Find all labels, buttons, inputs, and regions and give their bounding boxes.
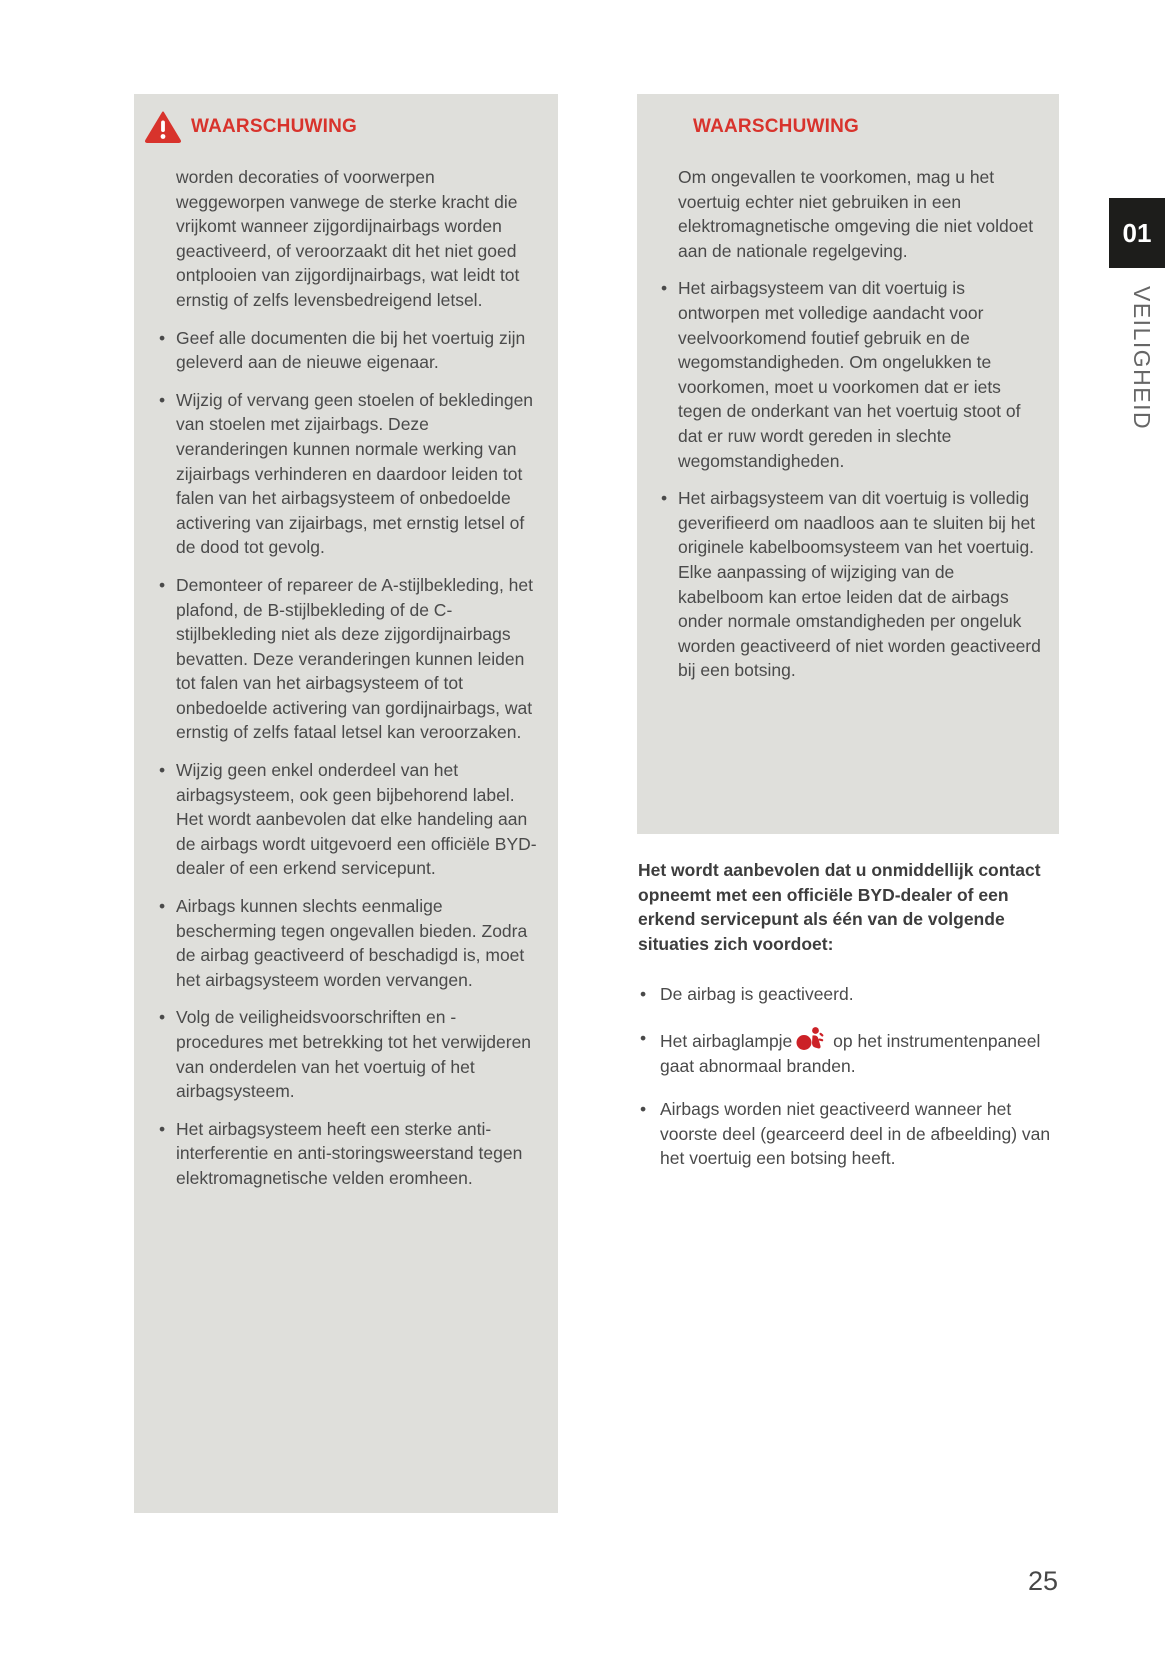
bullet-text-before: Het airbaglampje bbox=[660, 1030, 793, 1051]
list-item: • Demonteer of repareer de A-stijlbekleding, het plafond, de B-stijlbekleding of de C-stijlbekleding niet als deze zijgordijnairbags bevatten. Deze veranderingen kunnen leiden tot falen van het airbagsysteem of tot onbedoelde activering van gordijnairbags, wat ernstig of zelfs fataal letsel kan veroorzaken. bbox=[176, 573, 542, 745]
list-item: • Airbags worden niet geactiveerd wanneer het voorste deel (gearceerd deel in de afbeelding) van het voertuig een botsing heeft. bbox=[660, 1097, 1066, 1171]
warning-triangle-icon bbox=[145, 111, 181, 143]
airbag-warning-icon bbox=[796, 1026, 824, 1051]
chapter-title-vertical: VEILIGHEID bbox=[1129, 286, 1155, 431]
warning-intro: Om ongevallen te voorkomen, mag u het voertuig echter niet gebruiken in een elektromagnetische omgeving die niet voldoet aan de nationale regelgeving. bbox=[678, 167, 1034, 261]
page-number: 25 bbox=[1028, 1566, 1059, 1596]
warning-header bbox=[134, 107, 558, 147]
recommendation-text: Het wordt aanbevolen dat u onmiddellijk contact opneemt met een officiële BYD-dealer of een erkend servicepunt als één van de volgende situaties zich voordoet: bbox=[638, 860, 1041, 954]
list-item: • Airbags kunnen slechts eenmalige bescherming tegen ongevallen bieden. Zodra de airbag geactiveerd of beschadigd is, moet het airbagsysteem worden vervangen. bbox=[176, 894, 542, 992]
warning-bullet-list bbox=[678, 276, 1043, 683]
list-item: • Wijzig geen enkel onderdeel van het airbagsysteem, ook geen bijbehorend label. Het wordt aanbevolen dat elke handeling aan de airbags wordt uitgevoerd een officiële BYD-dealer of een erkend servicepunt. bbox=[176, 758, 542, 881]
chapter-number-tab bbox=[1109, 198, 1165, 268]
situation-bullet-list bbox=[638, 982, 1066, 1171]
list-item: • Het airbagsysteem van dit voertuig is ontworpen met volledige aandacht voor veelvoorkomend foutief gebruik en de wegomstandigheden. Om ongelukken te voorkomen, moet u voorkomen dat er iets tegen de onderkant van het voertuig stoot of dat er ruw wordt gereden in slechte wegomstandigheden. bbox=[678, 276, 1043, 473]
recommendation-section bbox=[638, 858, 1066, 1190]
bullet-text-after: op het instrumentenpaneel gaat abnormaal branden. bbox=[660, 1030, 1041, 1076]
chapter-number: 01 bbox=[1122, 217, 1152, 248]
warning-title: WAARSCHUWING bbox=[191, 116, 357, 137]
list-item: • Het airbagsysteem van dit voertuig is volledig geverifieerd om naadloos aan te sluiten bij het originele kabelboomsysteem van het voertuig. Elke aanpassing of wijziging van de kabelboom kan ertoe leiden dat de airbags onder normale omstandigheden per ongeluk worden geactiveerd of niet worden geactiveerd bij een botsing. bbox=[678, 486, 1043, 683]
list-item: • Volg de veiligheidsvoorschriften en -procedures met betrekking tot het verwijderen van onderdelen van het voertuig of het airbagsysteem. bbox=[176, 1005, 542, 1103]
warning-bullet-list bbox=[176, 326, 542, 1191]
warning-box-left bbox=[134, 94, 558, 1513]
list-item: • Geef alle documenten die bij het voertuig zijn geleverd aan de nieuwe eigenaar. bbox=[176, 326, 542, 375]
list-item: • Wijzig of vervang geen stoelen of bekledingen van stoelen met zijairbags. Deze veranderingen kunnen normale werking van zijairbags verhinderen en daardoor leiden tot falen van het airbagsysteem of onbedoelde activering van zijairbags, met ernstig letsel of de dood tot gevolg. bbox=[176, 388, 542, 560]
warning-intro: worden decoraties of voorwerpen weggeworpen vanwege de sterke kracht die vrijkomt wanneer zijgordijnairbags worden geactiveerd, of veroorzaakt dit het niet goed ontplooien van zijgordijnairbags, wat leidt tot ernstig of zelfs levensbedreigend letsel. bbox=[176, 167, 520, 310]
list-item: • De airbag is geactiveerd. bbox=[660, 982, 1066, 1007]
list-item: • Het airbagsysteem heeft een sterke anti-interferentie en anti-storingsweerstand tegen elektromagnetische velden eromheen. bbox=[176, 1117, 542, 1191]
warning-title: WAARSCHUWING bbox=[693, 116, 859, 137]
list-item bbox=[660, 1026, 1066, 1078]
warning-box-right bbox=[637, 94, 1059, 834]
warning-header bbox=[637, 107, 1059, 147]
